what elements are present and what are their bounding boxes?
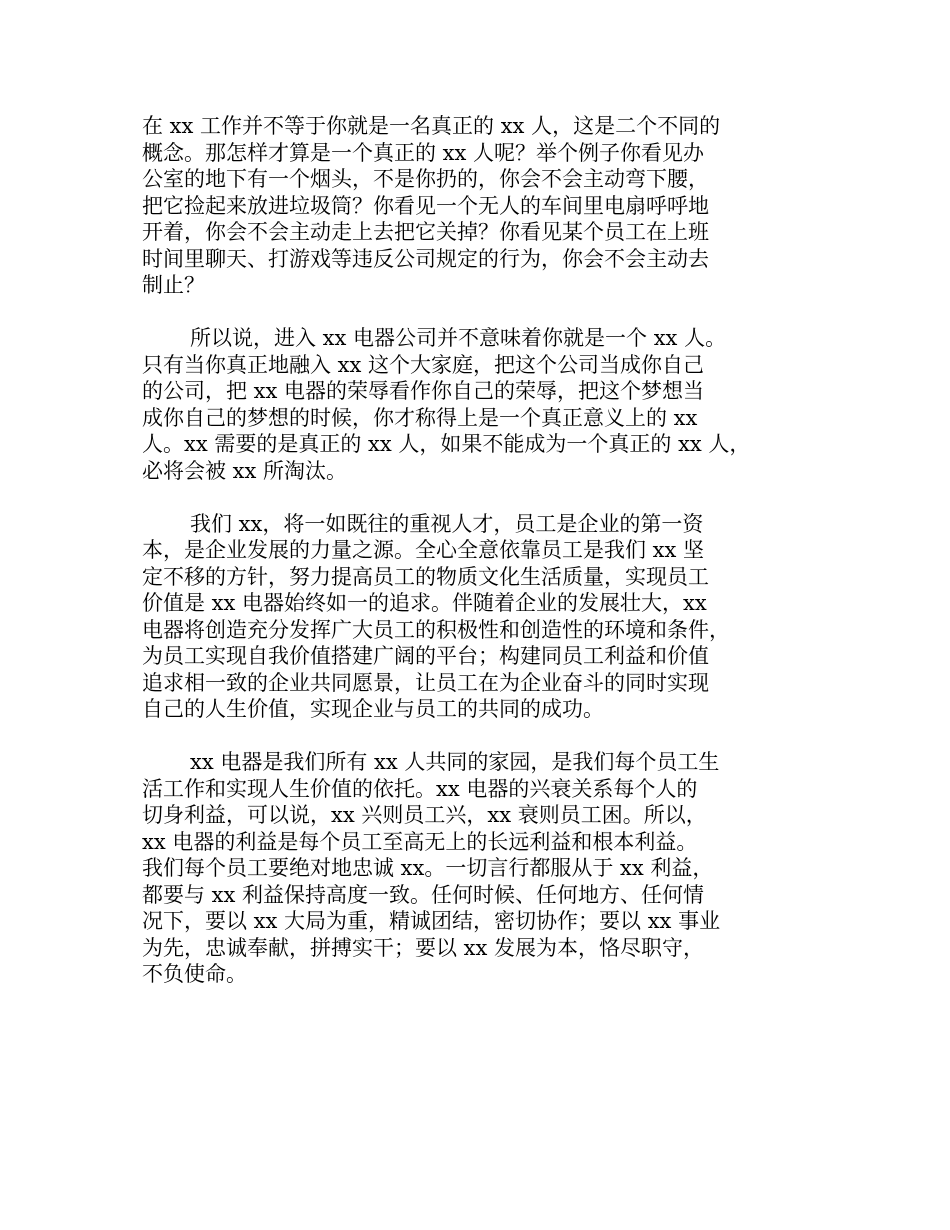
text-line: 都要与 xx 利益保持高度一致。任何时候、任何地方、任何情 [142,882,705,907]
text-line: 我们 xx，将一如既往的重视人才，员工是企业的第一资 [190,511,704,536]
text-line: 在 xx 工作并不等于你就是一名真正的 xx 人，这是二个不同的 [142,114,721,138]
text-line: 概念。那怎样才算是一个真正的 xx 人呢？举个例子你看见办 [142,140,705,165]
text-line: 时间里聊天、打游戏等违反公司规定的行为，你会不会主动去 [142,246,709,271]
text-line: 的公司，把 xx 电器的荣辱看作你自己的荣辱，把这个梦想当 [142,379,705,403]
document-body [142,113,842,1014]
text-line: 活工作和实现人生价值的依托。xx 电器的兴衰关系每个人的 [142,776,698,801]
text-line: 制止？ [142,273,205,297]
text-line: 为先，忠诚奉献，拼搏实干；要以 xx 发展为本，恪尽职守， [142,935,705,960]
text-line: 成你自己的梦想的时候，你才称得上是一个真正意义上的 xx [142,405,698,430]
paragraph-4 [142,749,842,988]
text-line: 为员工实现自我价值搭建广阔的平台；构建同员工利益和价值 [142,644,709,668]
text-line: 公室的地下有一个烟头，不是你扔的，你会不会主动弯下腰， [142,167,709,191]
text-line: 本，是企业发展的力量之源。全心全意依靠员工是我们 xx 坚 [142,538,705,562]
text-line: 切身利益，可以说，xx 兴则员工兴，xx 衰则员工困。所以， [142,803,707,827]
paragraph-2 [142,325,842,484]
text-line: 追求相一致的企业共同愿景，让员工在为企业奋斗的同时实现 [142,670,709,695]
text-line: 定不移的方针，努力提高员工的物质文化生活质量，实现员工 [142,564,709,589]
paragraph-3 [142,511,842,723]
text-line: 电器将创造充分发挥广大员工的积极性和创造性的环境和条件， [142,617,730,642]
text-line: xx 电器是我们所有 xx 人共同的家园，是我们每个员工生 [190,750,720,774]
text-line: 不负使命。 [142,962,247,986]
text-line: 我们每个员工要绝对地忠诚 xx。一切言行都服从于 xx 利益， [142,856,714,880]
text-line: 况下，要以 xx 大局为重，精诚团结，密切协作；要以 xx 事业 [142,909,721,933]
text-line: xx 电器的利益是每个员工至高无上的长远利益和根本利益。 [142,829,698,854]
text-line: 价值是 xx 电器始终如一的追求。伴随着企业的发展壮大，xx [142,591,707,615]
text-line: 必将会被 xx 所淘汰。 [142,458,348,483]
text-line: 只有当你真正地融入 xx 这个大家庭，把这个公司当成你自己 [142,352,705,377]
text-line: 人。xx 需要的是真正的 xx 人，如果不能成为一个真正的 xx 人， [142,432,751,456]
text-line: 自己的人生价值，实现企业与员工的共同的成功。 [142,697,604,721]
text-line: 把它捡起来放进垃圾筒？你看见一个无人的车间里电扇呼呼地 [142,193,709,218]
text-line: 所以说，进入 xx 电器公司并不意味着你就是一个 xx 人。 [190,326,727,350]
text-line: 开着，你会不会主动走上去把它关掉？你看见某个员工在上班 [142,220,709,244]
paragraph-1 [142,113,842,299]
